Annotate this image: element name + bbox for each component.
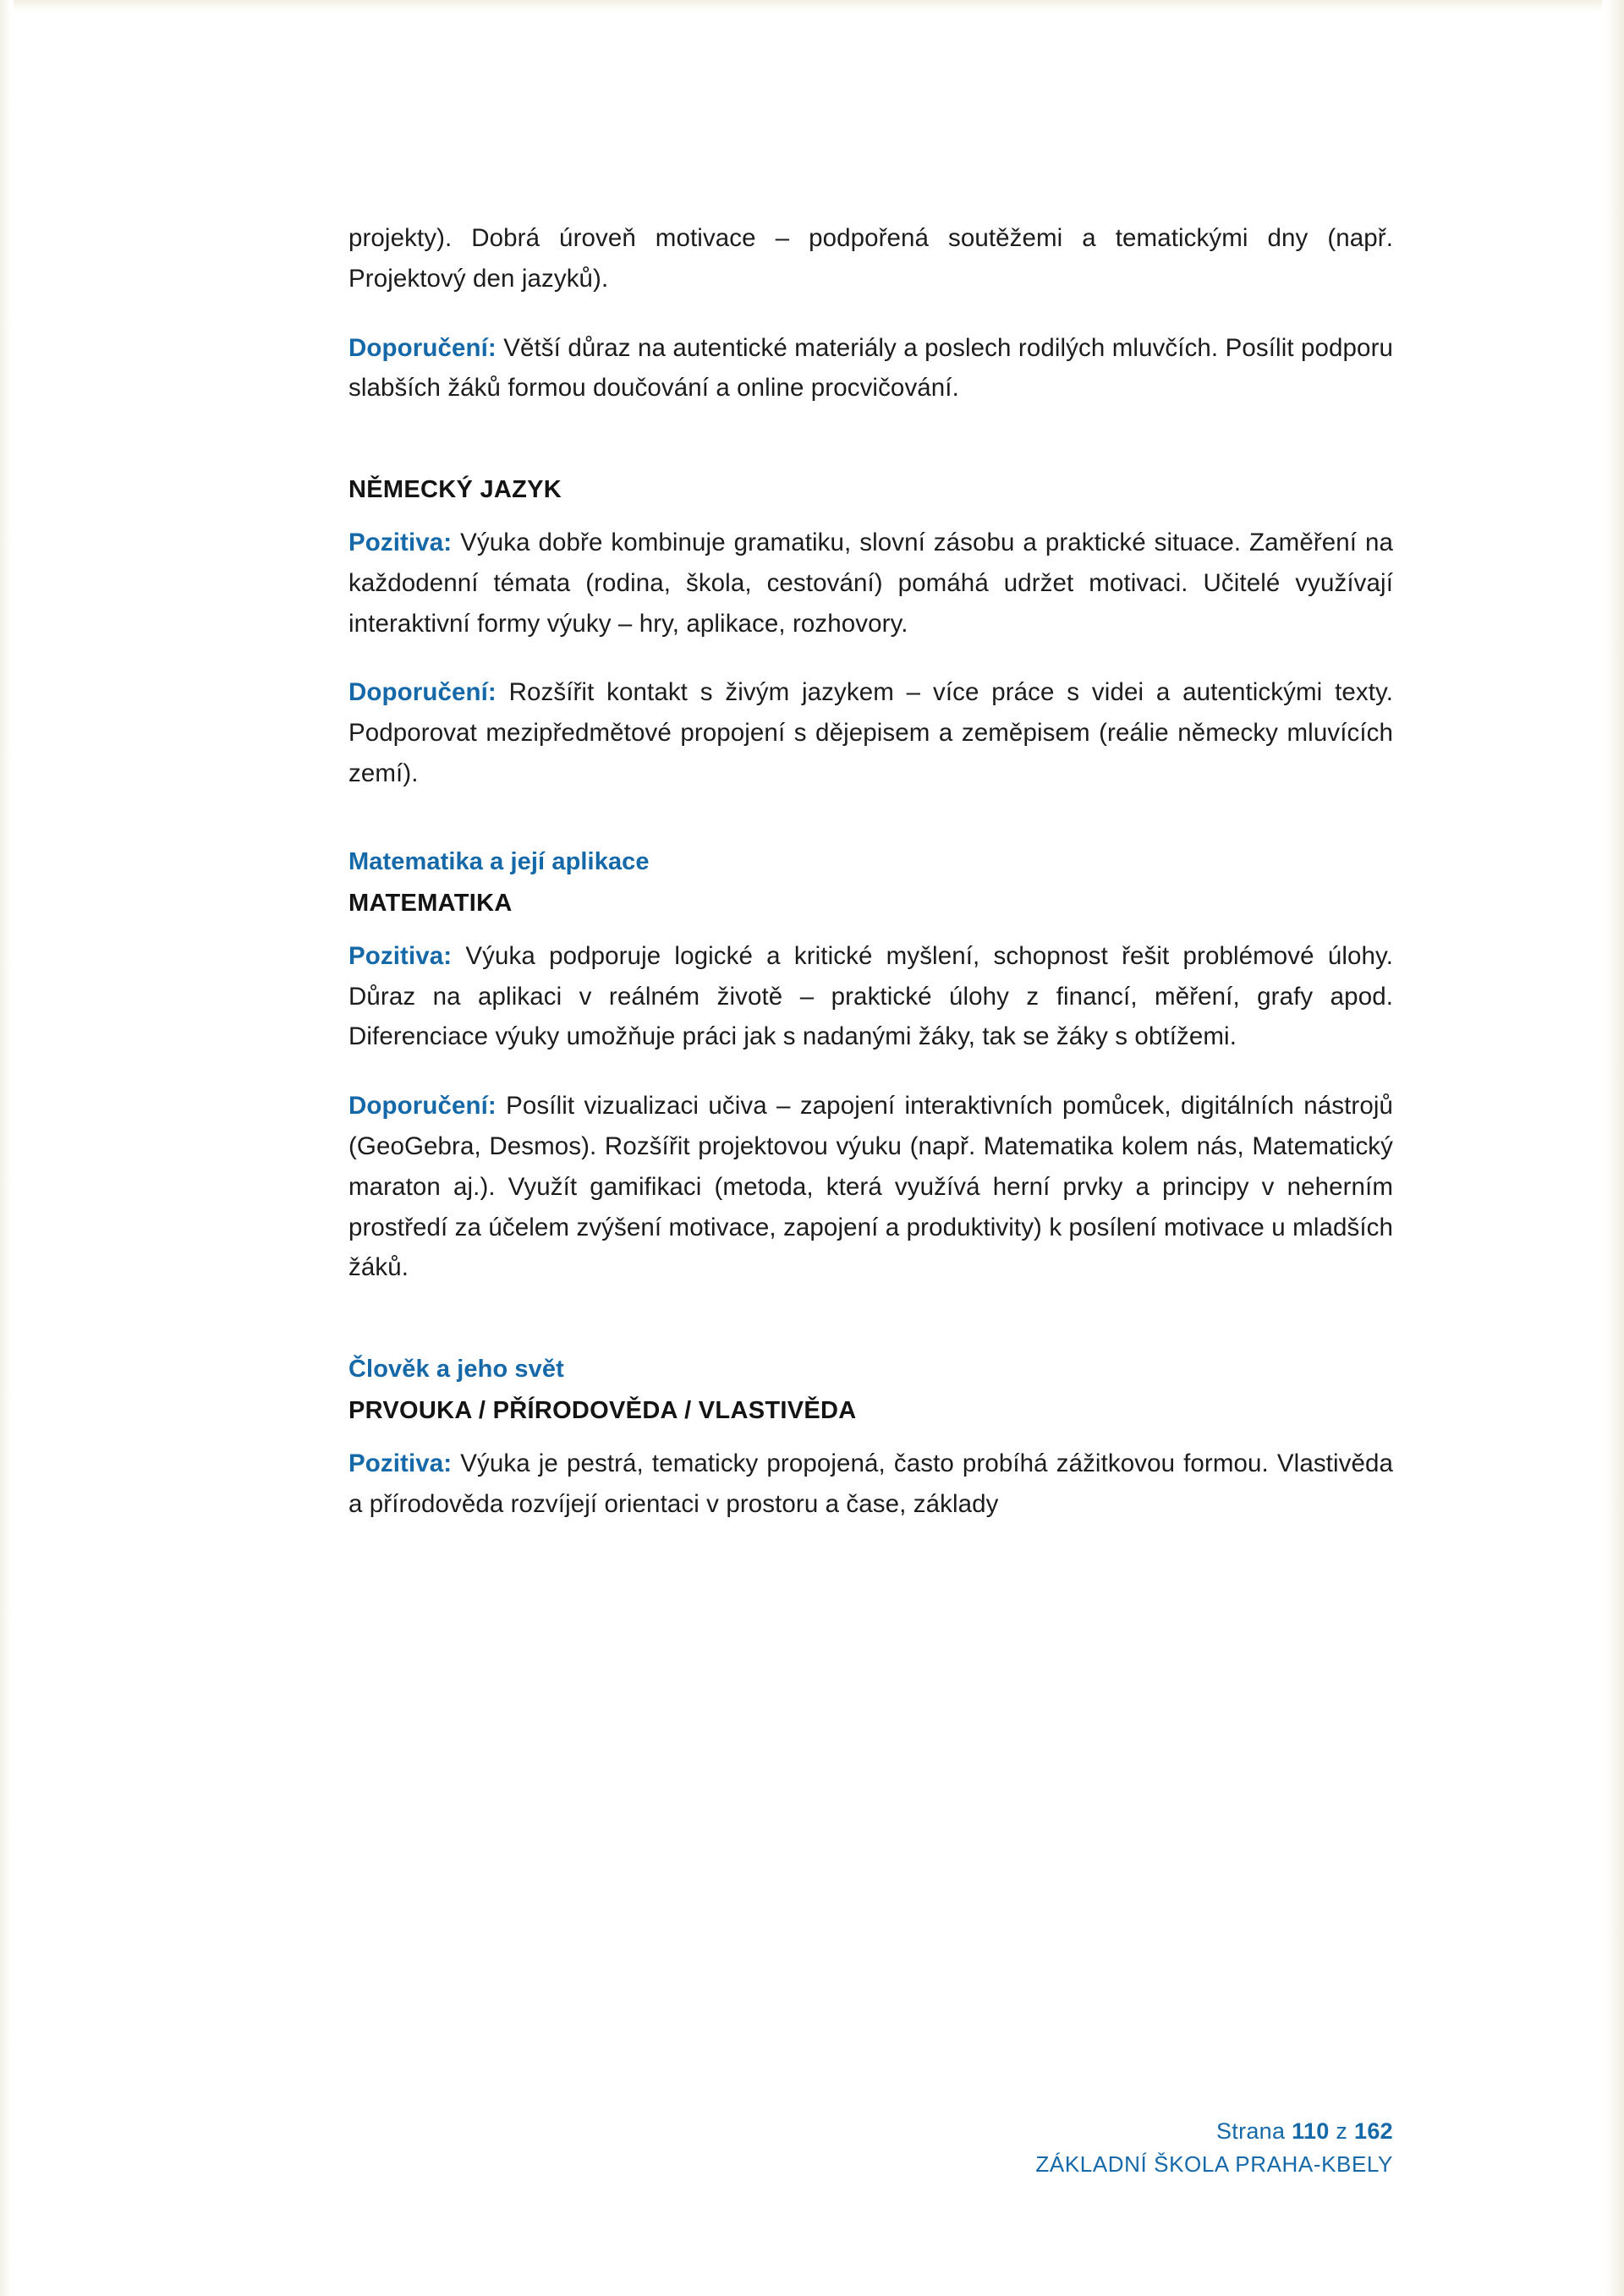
footer-page-word: Strana — [1215, 2118, 1286, 2144]
paragraph-anglicky-jazyk-doporuceni — [348, 328, 1393, 409]
footer-page-number: 110 — [1292, 2118, 1330, 2144]
paragraph-nemecky-jazyk-pozitiva — [348, 523, 1393, 644]
paragraph-matematika-doporuceni — [348, 1086, 1393, 1288]
scan-edge-top — [0, 0, 1624, 12]
paragraph-clovek-a-jeho-svet-pozitiva — [348, 1444, 1393, 1525]
lead-label-pozitiva: Pozitiva: — [348, 941, 453, 970]
section-spacer — [348, 437, 1393, 476]
paragraph-nemecky-jazyk-doporuceni — [348, 672, 1393, 793]
paragraph-text: Rozšířit kontakt s živým jazykem – více práce s videi a autentickými texty. Podporovat mezipředmětové propojení s dějepisem a zeměpisem (reálie německy mluvících zemí). — [348, 678, 1393, 788]
section-spacer — [348, 1317, 1393, 1356]
paragraph-text: projekty). Dobrá úroveň motivace – podpořená soutěžemi a tematickými dny (např. Projektový den jazyků). — [348, 224, 1393, 293]
document-body — [348, 218, 1393, 1525]
lead-label-doporuceni: Doporučení: — [348, 678, 497, 707]
subject-heading-nemecky-jazyk: NĚMECKÝ JAZYK — [348, 476, 562, 504]
subject-heading-matematika: MATEMATIKA — [348, 889, 513, 917]
paragraph-text: Výuka podporuje logické a kritické myšlení, schopnost řešit problémové úlohy. Důraz na aplikaci v reálném životě – praktické úlohy z financí, měření, grafy apod. Diferenciace výuky umožňuje práci jak s nadanými žáky, tak se žáky s obtížemi. — [348, 941, 1393, 1051]
paragraph-text: Posílit vizualizaci učiva – zapojení interaktivních pomůcek, digitálních nástrojů (GeoGebra, Desmos). Rozšířit projektovou výuku (např. Matematika kolem nás, Matematický maraton aj.). Využít gamifikaci (metoda, která využívá herní prvky a principy v neherním prostředí za účelem zvýšení motivace, zapojení a produktivity) k posílení motivace u mladších žáků. — [348, 1092, 1393, 1282]
page-footer — [348, 2118, 1393, 2178]
area-heading-matematika-a-jeji-aplikace: Matematika a její aplikace — [348, 847, 650, 875]
area-heading-clovek-a-jeho-svet: Člověk a jeho svět — [348, 1356, 564, 1384]
lead-label-pozitiva: Pozitiva: — [348, 529, 453, 557]
paragraph-text: Výuka je pestrá, tematicky propojená, často probíhá zážitkovou formou. Vlastivěda a přírodověda rozvíjejí orientaci v prostoru a čase, základy — [348, 1449, 1393, 1518]
paragraph-intro — [348, 218, 1393, 299]
footer-page-indicator — [348, 2118, 1393, 2145]
footer-of-word: z — [1336, 2118, 1348, 2144]
scan-edge-left — [0, 0, 14, 2296]
paragraph-text: Větší důraz na autentické materiály a poslech rodilých mluvčích. Posílit podporu slabších žáků formou doučování a online procvičování. — [348, 333, 1393, 403]
paragraph-text: Výuka dobře kombinuje gramatiku, slovní zásobu a praktické situace. Zaměření na každodenní témata (rodina, škola, cestování) pomáhá udržet motivaci. Učitelé využívají interaktivní formy výuky – hry, aplikace, rozhovory. — [348, 529, 1393, 638]
lead-label-pozitiva: Pozitiva: — [348, 1449, 453, 1478]
footer-organization: ZÁKLADNÍ ŠKOLA PRAHA-KBELY — [1035, 2151, 1393, 2177]
lead-label-doporuceni: Doporučení: — [348, 1092, 497, 1121]
section-spacer — [348, 823, 1393, 848]
paragraph-matematika-pozitiva — [348, 936, 1393, 1057]
scan-edge-right — [1602, 0, 1624, 2296]
footer-total-pages: 162 — [1354, 2118, 1393, 2144]
lead-label-doporuceni: Doporučení: — [348, 333, 497, 362]
subject-heading-prvouka-prirodoveda-vlastiveda: PRVOUKA / PŘÍRODOVĚDA / VLASTIVĚDA — [348, 1397, 857, 1425]
